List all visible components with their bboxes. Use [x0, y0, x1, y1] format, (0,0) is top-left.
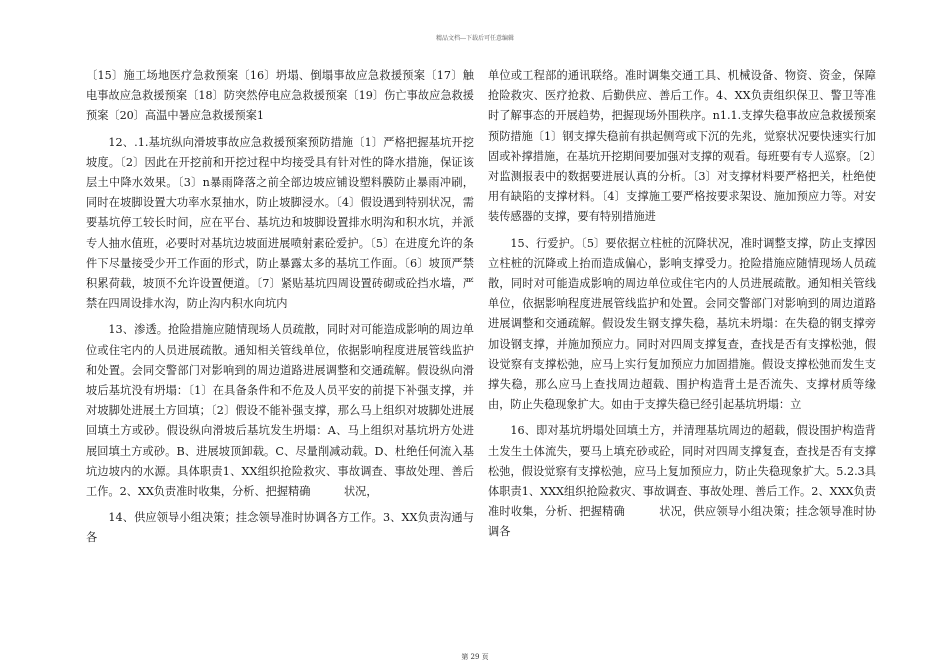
paragraph: 13、渗透。抢险措施应随情现场人员疏散，同时对可能造成影响的周边单位或住宅内的人员进展疏散。通知相关管线单位，依据影响程度进展管线监护和处置。会同交警部门对影响到的周边道路进展调整和交通疏解。假设纵向滑坡后基坑没有坍塌：〔1〕在具备条件和不危及人员平安的前提下补强支撑，并对坡脚处进展土方回填；〔2〕假设不能补强支撑，那么马上组织对坡脚处进展回填土方或砂。假设纵向滑坡后基坑发生坍塌：A、马上组织对基坑坍方处进展回填土方或砂。B、进展坡顶卸载。C、尽量削减动载。D、杜绝任何流入基坑边坡内的水源。具体职责1、XX组织抢险救灾、事故调查、事故处理、善后工作。2、XX负责准时收集，分析、把握精确 状况，	[86, 323, 474, 499]
paragraph: 14、供应领导小组决策；挂念领导准时协调各方工作。3、XX负责沟通与各	[86, 511, 474, 545]
page-number: 第 29 页	[461, 653, 489, 661]
paragraph: 单位或工程部的通讯联络。准时调集交通工具、机械设备、物资、资金，保障抢险救灾、医疗抢救、后勤供应、善后工作。4、XX负责组织保卫、警卫等准时了解事态的开展趋势，把握现场外围秩序。n1.1.支撑失稳事故应急救援预案预防措施〔1〕钢支撑失稳前有拱起侧弯或下沉的先兆，觉察状况要快速实行加固或补撑措施，在基坑开挖期间要加强对支撑的观看。每班要有专人巡察。〔2〕对监测报表中的数据要进展认真的分析。〔3〕对支撑材料要严格把关，杜绝使用有缺陷的支撑材料。〔4〕支撑施工要严格按要求架设、施加预应力等。对安装传感器的支撑，要有特别措施进	[488, 69, 876, 224]
right-column	[488, 66, 876, 549]
paragraph: 12、.1.基坑纵向滑坡事故应急救援预案预防措施〔1〕严格把握基坑开挖坡度。〔2〕因此在开挖前和开挖过程中均接受具有针对性的降水措施，保证该层土中降水效果。〔3〕n暴雨降落之前全部边坡应铺设塑料膜防止暴雨冲刷，同时在坡脚设置大功率水泵抽水，防止坡脚浸水。〔4〕假设遇到特别状况，需要基坑停工较长时间，应在平台、基坑边和坡脚设置排水明沟和积水坑，并派专人抽水值班，必要时对基坑边坡面进展喷射素砼爱护。〔5〕在进度允许的条件下尽量接受少开工作面的形式，防止暴露太多的基坑工作面。〔6〕坡顶严禁积累荷载，坡顶不允许设置便道。〔7〕紧贴基坑四周设置砖砌或砼挡水墙，严禁在四周设排水沟，防止沟内积水向坑内	[86, 135, 474, 311]
paragraph: 15、行爱护。〔5〕要依据立柱桩的沉降状况，准时调整支撑，防止支撑因立柱桩的沉降或上抬而造成偏心，影响支撑受力。抢险措施应随情现场人员疏散，同时对可能造成影响的周边单位或住宅内的人员进展疏散。通知相关管线单位，依据影响程度进展管线监护和处置。会同交警部门对影响到的周边道路进展调整和交通疏解。假设发生钢支撑失稳，基坑未坍塌：在失稳的钢支撑旁加设钢支撑，并施加预应力。同时对四周支撑复查，查找是否有支撑松弛，假设觉察有支撑松弛，应马上实行复加预应力加固措施。假设支撑松弛而发生支撑失稳，那么应马上查找周边超载、围护构造背土是否流失、支撑材质等缘由，防止失稳现象扩大。如由于支撑失稳已经引起基坑坍塌：立	[488, 236, 876, 412]
left-column	[86, 66, 474, 555]
page-header: 精品文档---下载后可任意编辑	[435, 35, 515, 42]
paragraph: 〔15〕施工场地医疗急救预案〔16〕坍塌、倒塌事故应急救援预案〔17〕触电事故应急救援预案〔18〕防突然停电应急救援预案〔19〕伤亡事故应急救援预案〔20〕高温中暑应急救援预案1	[86, 69, 474, 123]
paragraph: 16、即对基坑坍塌处回填土方，并清理基坑周边的超载，假设围护构造背土发生土体流失，要马上填充砂或砼，同时对四周支撑复查，查找是否有支撑松弛，假设觉察有支撑松弛，应马上复加预应力，防止失稳现象扩大。5.2.3具体职责1、XXX组织抢险救灾、事故调查、事故处理、善后工作。2、XXX负责准时收集，分析、把握精确 状况，供应领导小组决策；挂念领导准时协调各	[488, 424, 876, 539]
